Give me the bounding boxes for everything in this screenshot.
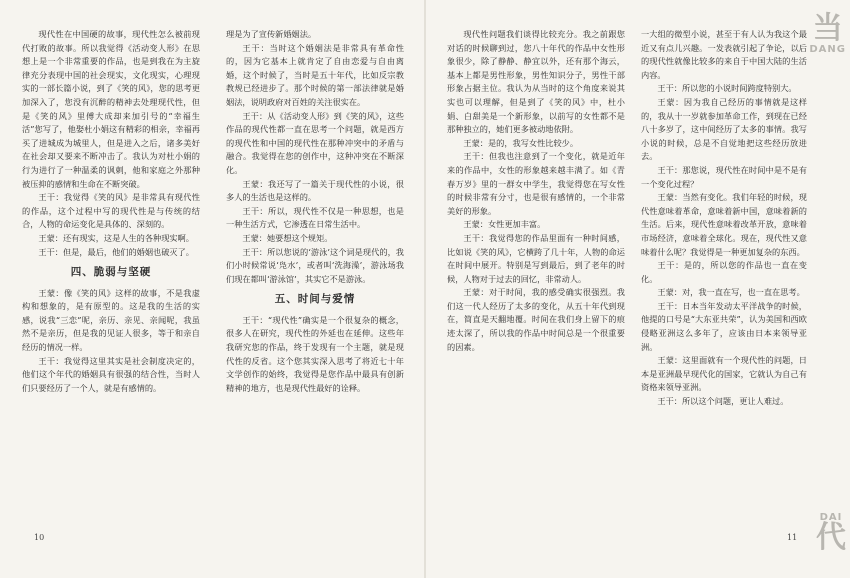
paragraph: 理是为了宣传新婚姻法。: [226, 29, 317, 39]
paragraph: 王干：“现代性”确实是一个很复杂的概念，很多人在研究，现代性的外延也在延伸。这些年我研究您的作品，终于发现有一个主题，就是现代性的反省。这个您其实深入思考了将近七十年文学创作的始终，我觉得是您作品中最具有创新精神的地方，也是现代性最好的诠释。: [226, 314, 404, 393]
right-column-1: [447, 28, 625, 354]
paragraph: 王干：我觉得这里其实是社会制度决定的，他们这个年代的婚姻具有很强的结合性，当时人们只要经历了一个人，就是有感情的。: [22, 355, 200, 393]
section-heading: 五、时间与爱情: [274, 293, 356, 306]
magazine-logo-top: [809, 11, 846, 55]
left-column-2: [226, 28, 404, 395]
paragraph: 王干：所以，现代性不仅是一种思想，也是一种生活方式，它渗透在日常生活中。: [226, 205, 404, 230]
paragraph: 王干：所以这个问题，更让人难过。: [657, 396, 789, 407]
paragraph: 王干：所以您说的‘游泳’这个词是现代的，我们小时候常说‘凫水’，或者叫‘洗海澡’，游泳场我们现在都叫‘游泳馆’，其实它不是游泳。: [226, 246, 404, 284]
paragraph: 王干：从《活动变人形》到《笑的风》，这些作品的现代性都一直在思考一个问题，就是西方的现代性和中国的现代性在那种冲突中的矛盾与融合。我觉得在您的创作中，这种冲突在不断深化。: [226, 110, 404, 175]
page-number: 11: [787, 533, 798, 542]
magazine-logo-bottom: [816, 512, 846, 553]
paragraph: 王干：那您说，现代性在时间中是不是有一个变化过程？: [641, 164, 807, 189]
paragraph: 王蒙：女性更加丰富。: [463, 219, 546, 230]
paragraph: 王蒙：对，我一直在写，也一直在思考。: [657, 287, 805, 298]
paragraph: 现代性问题我们谈得比较充分。我之前跟您对话的时候聊到过，您八十年代的作品中女性形象很少，除了静静、静宜以外，还有那个海云，基本上都是男性形象，男性知识分子，男性干部形象占据主位。我认为从当时的这个角度来说其实也可以理解，但是到了《笑的风》中，杜小娟、白甜美是一个新形象，以前写的女性都不是那种独立的，她们更多被动地依附。: [447, 29, 625, 135]
paragraph: 王干：所以您的小说时间跨度特别大。: [657, 83, 797, 94]
paragraph: 王蒙：我还写了一篇关于现代性的小说，很多人的生活也是这样的。: [226, 178, 404, 203]
logo-latin: DAI: [819, 512, 843, 523]
right-column-2: [641, 28, 807, 409]
paragraph: 王干：我觉得您的作品里面有一种时间感，比如说《笑的风》，它横跨了几十年，人物的命运在时间中展开。特别是写到最后，到了老年的时候，人物对于过去的回忆，非常动人。: [447, 232, 625, 284]
paragraph: 王干：但是，最后，他们的婚姻也破灭了。: [38, 246, 194, 257]
paragraph: 王蒙：是的，我写女性比较少。: [463, 137, 579, 148]
paragraph: 王蒙：还有现实，这是人生的各种现实啊。: [38, 232, 194, 243]
logo-latin: DANG: [809, 44, 846, 55]
paragraph: 王蒙：当然有变化。我们年轻的时候，现代性意味着革命，意味着新中国，意味着新的生活。后来，现代性意味着改革开放，意味着市场经济，意味着全球化。现在，现代性又意味着什么呢？我觉得是一种更加复杂的东西。: [641, 192, 807, 257]
paragraph: 一大组的微型小说，甚至于有人认为我这个最近又有点儿兴趣。一发表就引起了争论，以后的现代性就像比较多的来自于中国大陆的生活内容。: [641, 29, 807, 80]
paragraph: 王蒙：因为我自己经历的事情就是这样的，我从十一岁就参加革命工作，到现在已经八十多岁了，这中间经历了太多的事情。我写小说的时候，总是不自觉地把这些经历放进去。: [641, 96, 807, 162]
paragraph: 王干：我觉得《笑的风》是非常具有现代性的作品，这个过程中写的现代性是与传统的结合，人物的命运变化是具体的、深刻的。: [22, 192, 200, 230]
paragraph: 王蒙：对于时间，我的感受确实很强烈。我们这一代人经历了太多的变化，从五十年代到现在，简直是天翻地覆。时间在我们身上留下的痕迹太深了，所以我的作品中时间总是一个很重要的因素。: [447, 287, 625, 352]
paragraph: 王蒙：她要想这个规矩。: [242, 232, 333, 243]
left-column-1: [22, 28, 200, 395]
paragraph: 现代性在中国硬的故事，现代性怎么被前现代打败的故事。所以我觉得《活动变人形》在思想上是一个非常重要的作品，也是到我在为主旋律充分表现中国的社会现实，文化现实，心理现实的一部长篇小说，到了《笑的风》，您的思考更加深入了，您没有沉醉的精神去处理现代性，但是《笑的风》里傅大成却来加引号的“幸福生活”您写了，他娶杜小娟这有精彩的相亲，幸福再买了进城成为城里人，但是进入之后，诸多美好在社会却又要来不断冲击了。我认为对杜小娟的行为进行了一种温柔的讽刺，他和家庭之外那种被压抑的感情和生命在不断突破。: [22, 29, 200, 189]
page-number: 10: [34, 533, 45, 542]
paragraph: 王干：是的，所以您的作品也一直在变化。: [641, 260, 807, 284]
logo-glyph: 代: [816, 520, 846, 555]
logo-glyph: 当: [812, 11, 843, 46]
paragraph: 王干：当时这个婚姻法是非常具有革命性的，因为它基本上就肯定了自由恋爱与自由离婚，这个时候了，当时是五十年代，比如反宗教教规已经进步了。那个时候的第一部法律就是婚姻法，说明政府对百姓的关注很实在。: [226, 42, 404, 107]
right-page: [425, 0, 850, 578]
paragraph: 王干：日本当年发动太平洋战争的时候，他提的口号是“大东亚共荣”，认为美国和西欧侵略亚洲这么多年了，应该由日本来领导亚洲。: [641, 300, 807, 352]
section-heading: 四、脆弱与坚硬: [70, 266, 152, 279]
paragraph: 王干：但我也注意到了一个变化，就是近年来的作品中，女性的形象越来越丰满了。如《青春万岁》里的一群女中学生，我觉得您在写女性的时候非常有分寸，也是很有感情的，一个非常美好的形象。: [447, 151, 625, 216]
paragraph: 王蒙：像《笑的风》这样的故事，不是我虚构和想象的，是有原型的。这是我的生活的实感，说我“三恋”呢，亲历、亲见、亲闻呢，我虽然不是亲历，但是我的见证人很多，等于和亲自经历的情况一样。: [22, 287, 200, 353]
paragraph: 王蒙：这里面就有一个现代性的问题，日本是亚洲最早现代化的国家，它就认为自己有资格来领导亚洲。: [641, 355, 807, 393]
